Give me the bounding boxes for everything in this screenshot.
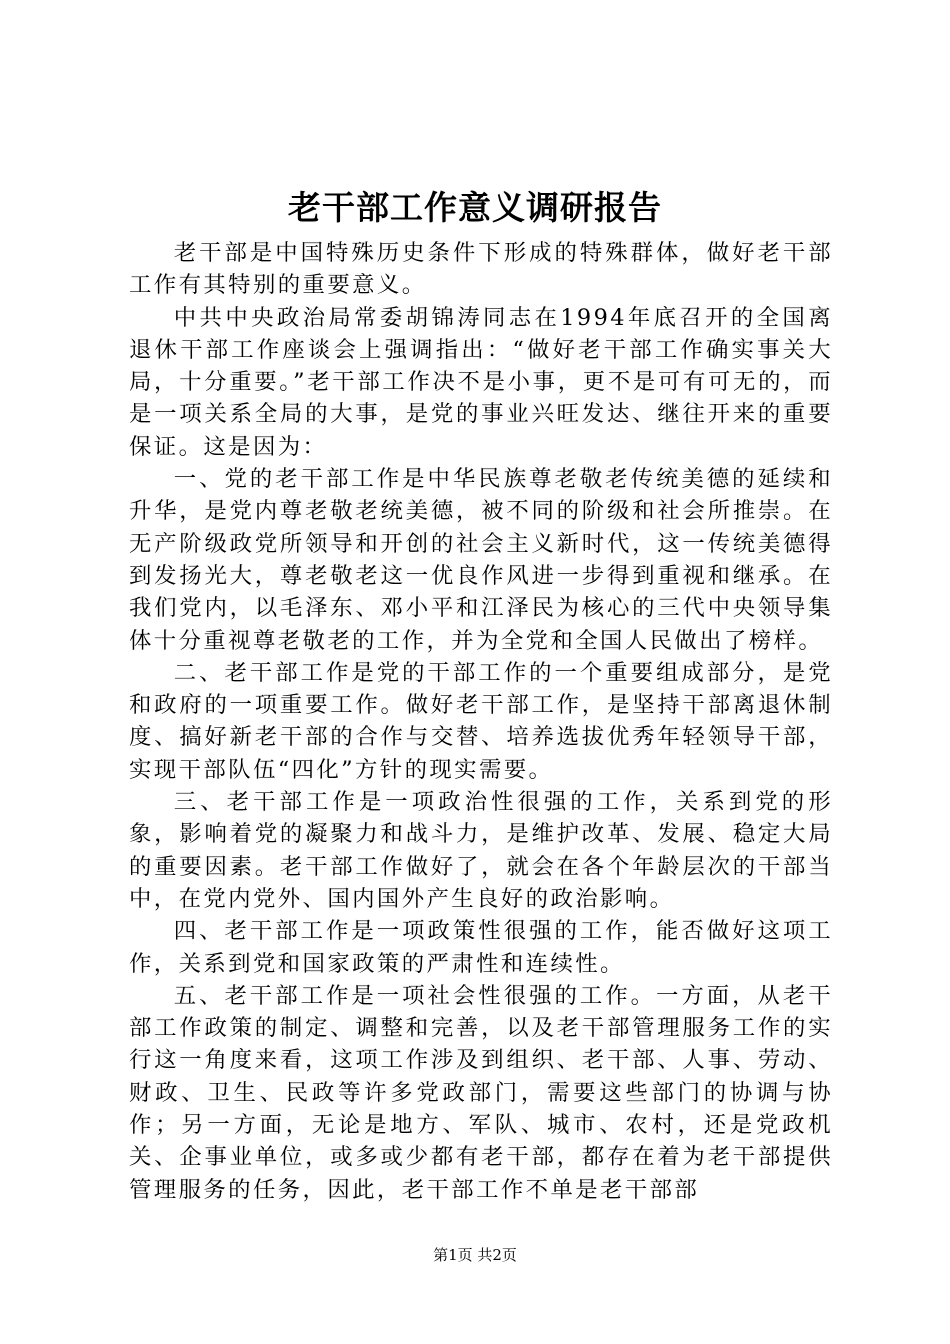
paragraph: 五、老干部工作是一项社会性很强的工作。一方面，从老干部工作政策的制定、调整和完善，以及老干部管理服务工作的实行这一角度来看，这项工作涉及到组织、老干部、人事、劳动、财政、卫生、民政等许多党政部门，需要这些部门的协调与协作；另一方面，无论是地方、军队、城市、农村，还是党政机关、企事业单位，或多或少都有老干部，都存在着为老干部提供管理服务的任务，因此，老干部工作不单是老干部部 [129,982,833,1203]
paragraph: 一、党的老干部工作是中华民族尊老敬老传统美德的延续和升华，是党内尊老敬老统美德，被不同的阶级和社会所推崇。在无产阶级政党所领导和开创的社会主义新时代，这一传统美德得到发扬光大，尊老敬老这一优良作风进一步得到重视和继承。在我们党内，以毛泽东、邓小平和江泽民为核心的三代中央领导集体十分重视尊老敬老的工作，并为全党和全国人民做出了榜样。 [129,466,833,654]
paragraph: 四、老干部工作是一项政策性很强的工作，能否做好这项工作，关系到党和国家政策的严肃性和连续性。 [129,918,833,977]
paragraph: 三、老干部工作是一项政治性很强的工作，关系到党的形象，影响着党的凝聚力和战斗力，是维护改革、发展、稳定大局的重要因素。老干部工作做好了，就会在各个年龄层次的干部当中，在党内党外、国内国外产生良好的政治影响。 [129,789,833,912]
paragraph: 中共中央政治局常委胡锦涛同志在1994年底召开的全国离退休干部工作座谈会上强调指出：“做好老干部工作确实事关大局，十分重要。”老干部工作决不是小事，更不是可有可无的，而是一项关系全局的大事，是党的事业兴旺发达、继往开来的重要保证。这是因为： [129,304,833,460]
document-body [129,237,833,1206]
document-title: 老干部工作意义调研报告 [288,188,662,227]
paragraph: 二、老干部工作是党的干部工作的一个重要组成部分，是党和政府的一项重要工作。做好老干部工作，是坚持干部离退休制度、搞好新老干部的合作与交替、培养选拔优秀年轻领导干部，实现干部队伍“四化”方针的现实需要。 [129,659,833,783]
paragraph: 老干部是中国特殊历史条件下形成的特殊群体，做好老干部工作有其特别的重要意义。 [129,240,833,299]
page-footer: 第1页 共2页 [433,1246,517,1264]
